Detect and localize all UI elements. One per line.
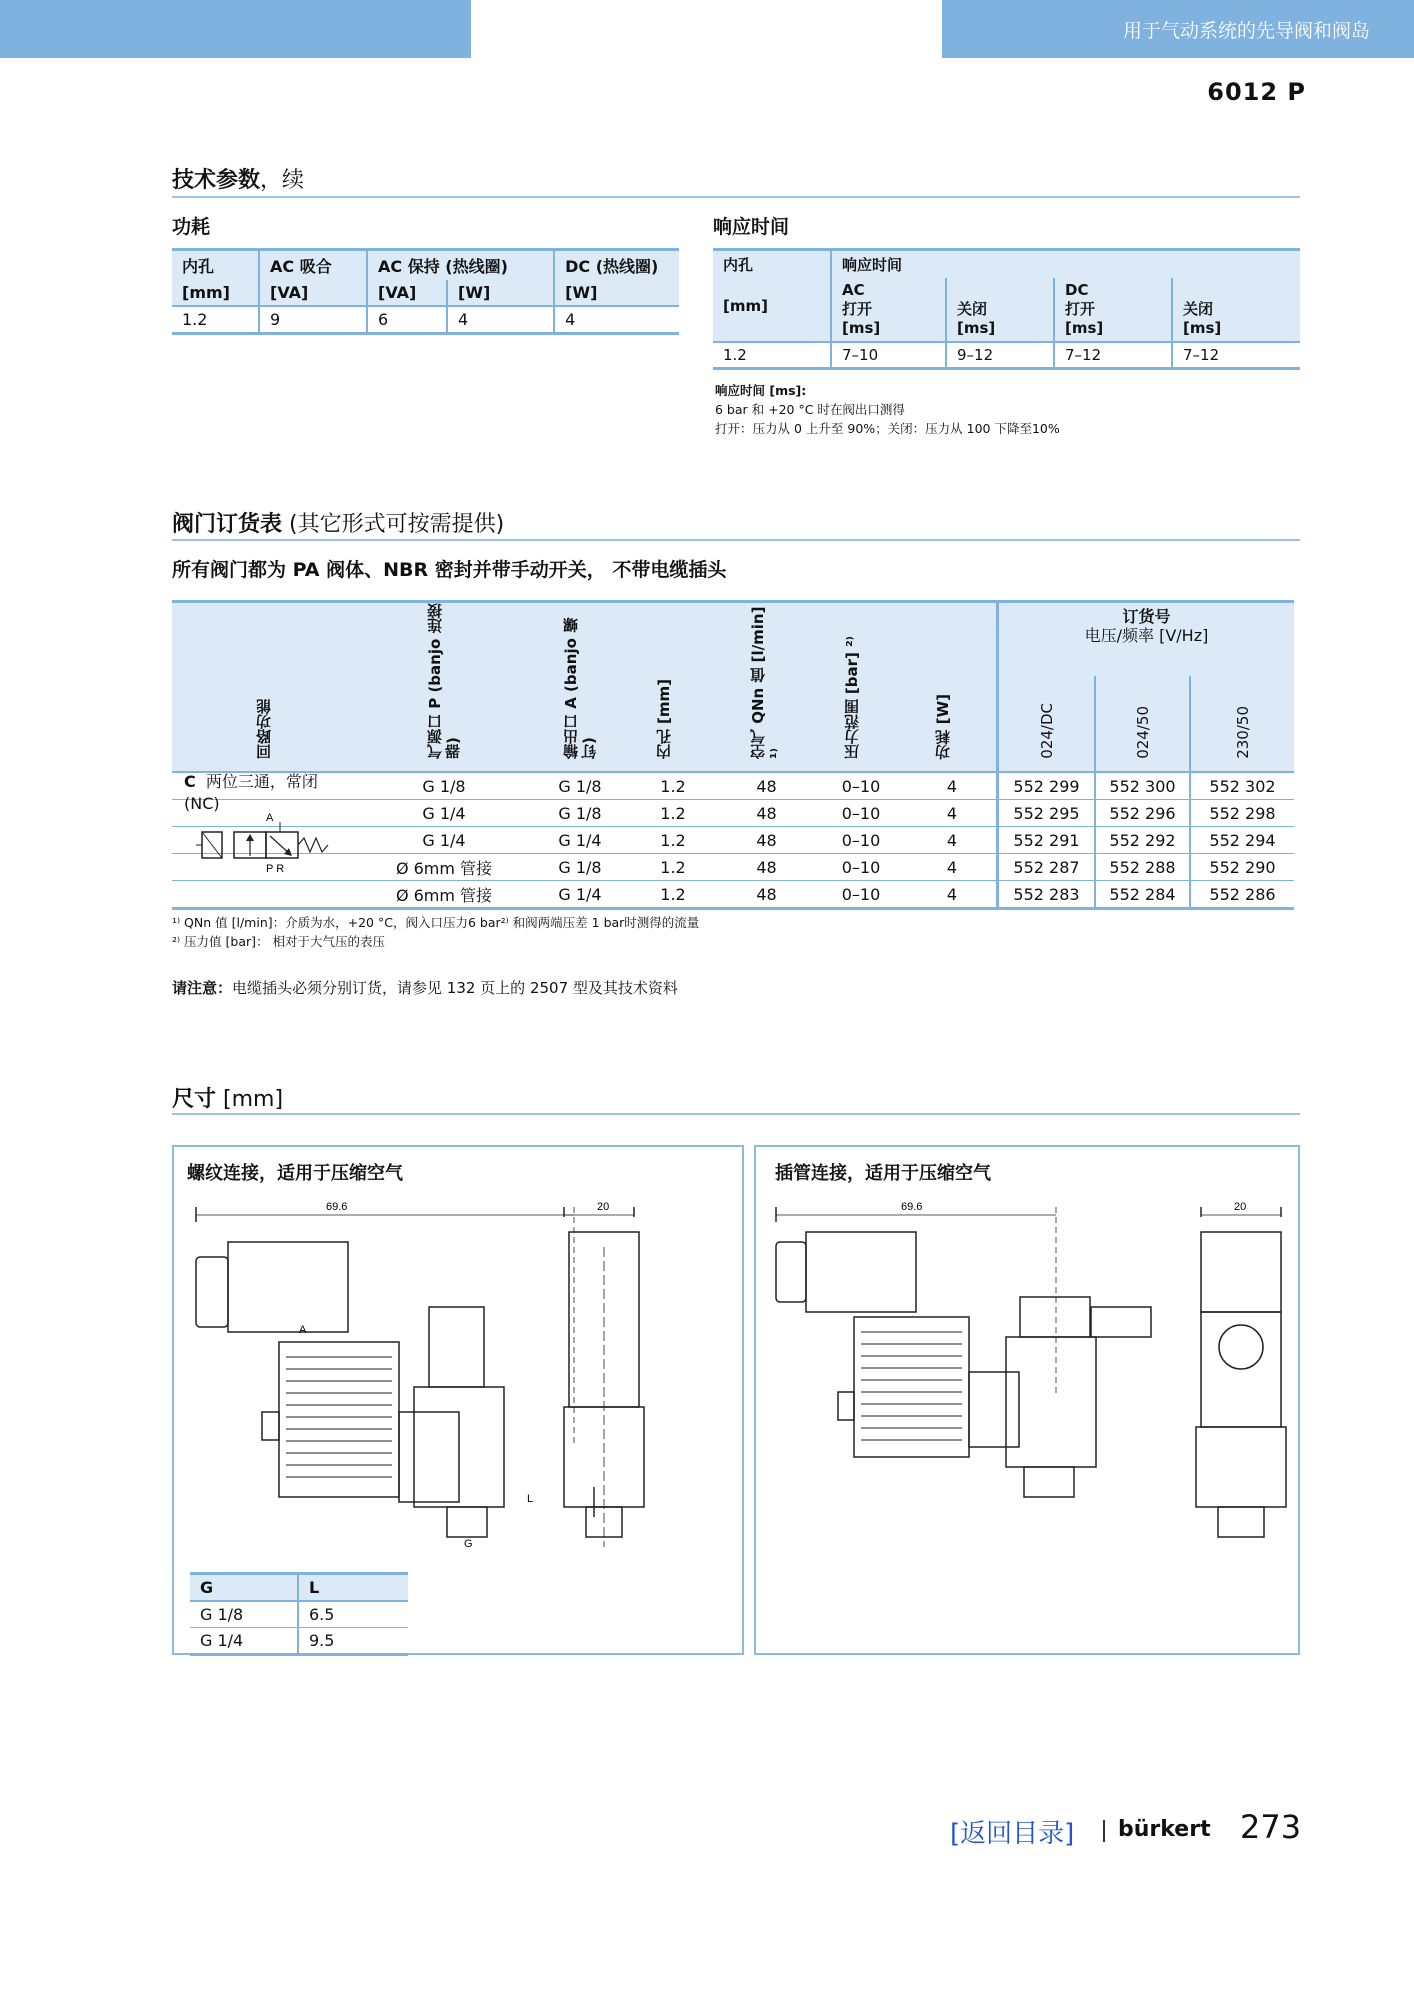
ordering-subtitle: 所有阀门都为 PA 阀体、NBR 密封并带手动开关， 不带电缆插头: [172, 559, 727, 581]
response-notes: 响应时间 [ms]: 6 bar 和 +20 °C 时在阀出口测得 打开：压力从 0 上升至 90%；关闭：压力从 100 下降至10%: [715, 383, 1060, 436]
order-cell: 552 286: [1190, 881, 1294, 909]
order-cell: 0–10: [841, 830, 881, 850]
svg-text:69.6: 69.6: [326, 1201, 348, 1213]
order-cell: G 1/4: [558, 884, 602, 904]
order-row: [172, 827, 1294, 854]
order-cell: 1.2: [660, 803, 686, 823]
order-cell: Ø 6mm 管接: [395, 885, 493, 905]
order-cell: 48: [756, 803, 777, 823]
order-cell: G 1/4: [422, 830, 466, 850]
order-cell: 0–10: [841, 803, 881, 823]
header-bar-left: [0, 0, 471, 58]
header-category: 用于气动系统的先导阀和阀岛: [1122, 19, 1370, 42]
order-cell: 552 284: [1095, 881, 1190, 909]
ordering-rule: [172, 539, 1300, 541]
order-cell: G 1/8: [558, 857, 602, 877]
svg-text:P R: P R: [266, 863, 285, 875]
order-cell: 552 300: [1095, 772, 1190, 800]
tech-title: 技术参数，续: [172, 168, 305, 193]
order-cell: G 1/4: [558, 830, 602, 850]
order-cell: G 1/8: [558, 776, 602, 796]
order-cell: 552 298: [1190, 800, 1294, 827]
order-cell: Ø 6mm 管接: [395, 858, 493, 878]
svg-text:20: 20: [597, 1201, 610, 1213]
ordering-footnotes: ¹⁾ QNn 值 [l/min]：介质为水，+20 °C，阀入口压力6 bar²⁾ 和阀两端压差 1 bar时测得的流量 ²⁾ 压力值 [bar]： 相对于大气压的表压: [172, 915, 700, 949]
svg-text:20: 20: [1234, 1201, 1247, 1213]
order-cell: 0–10: [841, 884, 881, 904]
order-cell: 1.2: [660, 776, 686, 796]
svg-text:G: G: [464, 1538, 473, 1550]
order-cell: 552 295: [1013, 803, 1080, 823]
order-row: [172, 854, 1294, 881]
tech-rule: [172, 196, 1300, 198]
svg-text:A: A: [266, 812, 274, 824]
order-cell: 552 290: [1190, 854, 1294, 881]
order-cell: 1.2: [660, 884, 686, 904]
order-cell: 552 288: [1095, 854, 1190, 881]
order-cell: 4: [908, 772, 998, 800]
power-cell: 1.2: [182, 310, 208, 329]
order-cell: 48: [756, 830, 777, 850]
order-cell: 0–10: [841, 776, 881, 796]
model-number: 6012 P: [1207, 78, 1306, 106]
page-number: 273: [1240, 1808, 1302, 1846]
order-cell: 552 287: [1013, 857, 1080, 877]
dims-rule: [172, 1113, 1300, 1115]
order-cell: 552 294: [1190, 827, 1294, 854]
order-cell: 552 302: [1190, 772, 1294, 800]
ordering-title: 阀门订货表 (其它形式可按需提供): [172, 512, 505, 537]
order-cell: 552 292: [1095, 827, 1190, 854]
dims-title: 尺寸 [mm]: [172, 1087, 284, 1112]
power-title: 功耗: [172, 216, 211, 238]
ordering-note: 请注意：电缆插头必须分别订货，请参见 132 页上的 2507 型及其技术资料: [172, 979, 678, 997]
order-cell: 48: [756, 776, 777, 796]
power-h-bore: 内孔: [182, 257, 215, 276]
order-cell: 48: [756, 857, 777, 877]
order-cell: 4: [908, 800, 998, 827]
ordering-table: 回路功能 气源口 P (banjo 连接器) 输出口 A (banjo 螺钉) 内孔 [mm] 空气 QNn 值 [l/min] ¹⁾ 压力范围 [bar] ²⁾ 功耗 [W] 订货号 电压/频率 [V/Hz] 024/DC 024/50 230/50 G 1/8 G 1/8 1.2 48 0–10 4 552 299 552 300 552 302 G 1/4 G 1/8 1.2 48 0–10 4 552 295 552 296 552 298 G 1/4 G 1/4 1.2 48 0–10 4 552 291 552 292 552 294 Ø 6mm 管接 G 1/8 1.2 48 0–10 4 552 287 552 288 552 290 Ø 6mm 管接 G 1/4 1.2 48 0–10 4 552 283 552 284 552 286: [172, 600, 1294, 910]
order-cell: 4: [908, 827, 998, 854]
svg-text:69.6: 69.6: [901, 1201, 923, 1213]
threaded-drawing: [174, 1147, 746, 1567]
order-cell: G 1/4: [422, 803, 466, 823]
order-cell: 0–10: [841, 857, 881, 877]
order-cell: G 1/8: [558, 803, 602, 823]
order-cell: 1.2: [660, 857, 686, 877]
gl-table: G L G 1/8 6.5 G 1/4 9.5: [190, 1572, 408, 1656]
dims-left-title: 螺纹连接，适用于压缩空气: [187, 1163, 403, 1184]
back-to-contents-link[interactable]: [返回目录]: [950, 1819, 1075, 1849]
order-cell: 4: [908, 854, 998, 881]
dims-right-title: 插管连接，适用于压缩空气: [775, 1163, 991, 1184]
pushin-drawing: [756, 1147, 1302, 1567]
order-cell: 4: [908, 881, 998, 909]
order-cell: 552 291: [1013, 830, 1080, 850]
response-table: 内孔 [mm] 响应时间 AC 打开 [ms] 关闭 [ms] DC 打开 [ms] 关闭 [ms] 1.2 7–10 9–12 7–12 7–12: [713, 248, 1300, 370]
order-cell: 48: [756, 884, 777, 904]
dims-box-threaded: [172, 1145, 744, 1655]
order-cell: 552 296: [1095, 800, 1190, 827]
svg-text:A: A: [299, 1324, 307, 1336]
dims-box-pushin: [754, 1145, 1300, 1655]
brand-logo: bürkert: [1118, 1817, 1211, 1842]
order-cell: 552 283: [1013, 884, 1080, 904]
response-title: 响应时间: [713, 216, 790, 238]
valve-symbol: [196, 812, 336, 875]
header-bar-right: [942, 0, 1414, 58]
function-cell: C 两位三通，常闭 (NC): [184, 772, 318, 813]
power-table: 内孔 AC 吸合 AC 保持 (热线圈) DC (热线圈) [mm] [VA] [VA] [W] [W] 1.2 9 6 4 4: [172, 248, 679, 335]
order-cell: 552 299: [1013, 776, 1080, 796]
svg-text:L: L: [527, 1493, 534, 1505]
footer-divider: [1103, 1820, 1105, 1842]
order-cell: G 1/8: [422, 776, 466, 796]
order-row: [172, 881, 1294, 909]
order-cell: 1.2: [660, 830, 686, 850]
